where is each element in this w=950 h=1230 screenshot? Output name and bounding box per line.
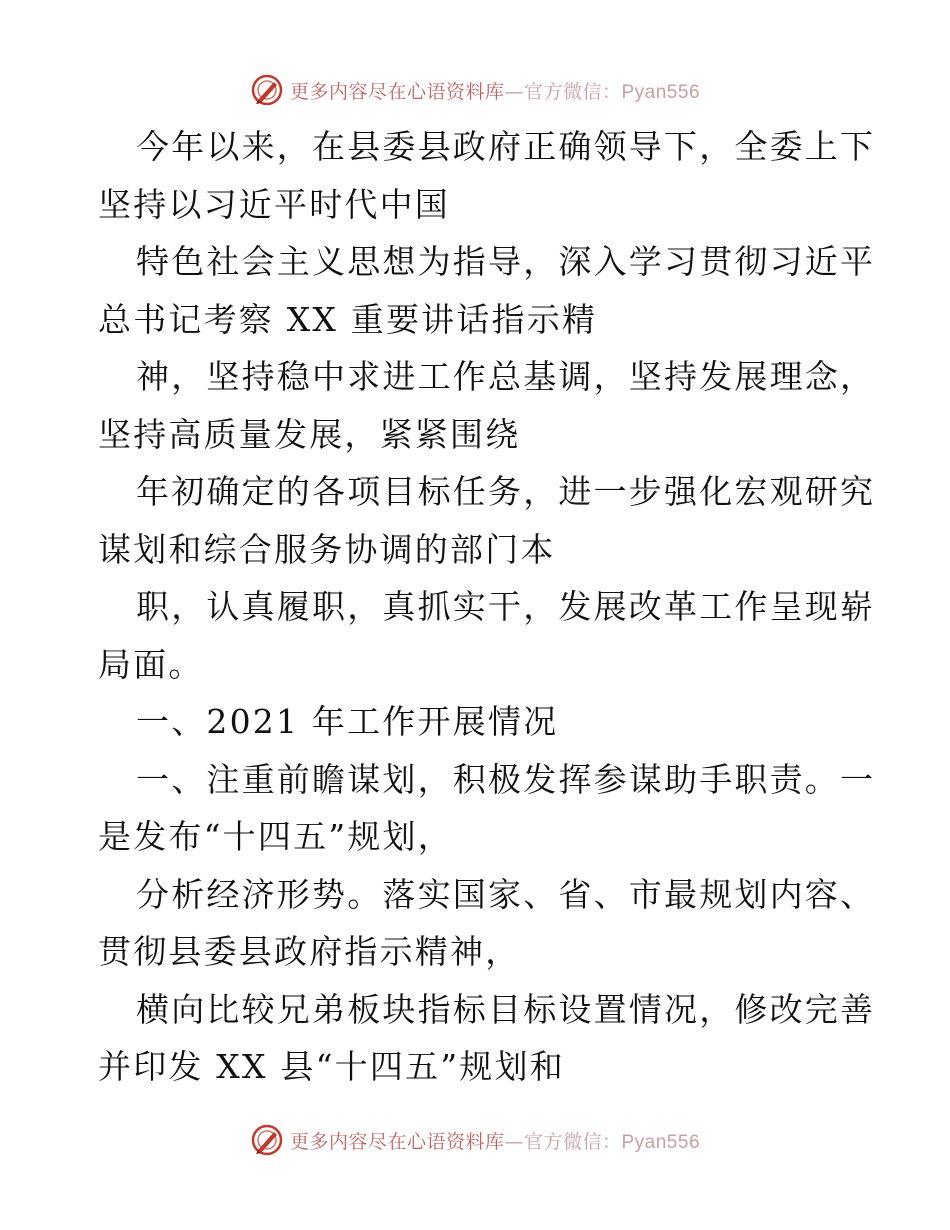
heading-line: 一、2021 年工作开展情况	[136, 702, 559, 741]
watermark-sep: —	[504, 1130, 524, 1153]
paragraph-line: 今年以来，在县委县政府正确领导下，全委上下	[136, 127, 876, 166]
paragraph-line: 坚持高质量发展，紧紧围绕	[98, 414, 521, 454]
watermark-text	[290, 77, 700, 104]
paragraph	[98, 866, 876, 981]
paragraph	[98, 118, 876, 233]
paragraph-line: 分析经济形势。落实国家、省、市最规划内容、	[136, 874, 876, 914]
paragraph	[98, 348, 876, 463]
paragraph-line: 局面。	[98, 644, 204, 684]
paragraph	[98, 751, 876, 866]
paragraph-line: 神，坚持稳中求进工作总基调，坚持发展理念，	[136, 357, 876, 396]
watermark-id: Pyan556	[621, 81, 701, 103]
footer-watermark	[0, 1120, 950, 1160]
paragraph-line: 职，认真履职，真抓实干，发展改革工作呈现崭	[136, 587, 876, 626]
paragraph-line: 特色社会主义思想为指导，深入学习贯彻习近平	[136, 242, 876, 281]
watermark-id: Pyan556	[621, 1131, 701, 1153]
paragraph-line: 一、注重前瞻谋划，积极发挥参谋助手职责。一	[136, 759, 876, 799]
header-watermark	[0, 70, 950, 110]
paragraph-line: 并印发 XX 县“十四五”规划和	[98, 1047, 565, 1086]
paragraph	[98, 981, 876, 1096]
pen-logo-icon	[250, 1123, 284, 1157]
watermark-text	[290, 1127, 700, 1154]
document-body	[98, 118, 876, 1096]
paragraph-line: 是发布“十四五”规划，	[98, 817, 453, 856]
section-heading	[98, 693, 858, 751]
watermark-sep: —	[504, 80, 524, 103]
paragraph-line: 横向比较兄弟板块指标目标设置情况，修改完善	[136, 989, 876, 1029]
paragraph-line: 坚持以习近平时代中国	[98, 184, 450, 224]
paragraph	[98, 233, 876, 348]
paragraph	[98, 578, 876, 693]
watermark-main: 更多内容尽在心语资料库	[289, 1130, 505, 1153]
watermark-label: 官方微信：	[523, 1130, 622, 1153]
paragraph-line: 贯彻县委县政府指示精神，	[98, 932, 521, 971]
watermark-label: 官方微信：	[523, 80, 622, 103]
paragraph	[98, 463, 876, 578]
pen-logo-icon	[250, 73, 284, 107]
watermark-main: 更多内容尽在心语资料库	[289, 80, 505, 103]
paragraph-line: 谋划和综合服务协调的部门本	[98, 529, 556, 569]
paragraph-line: 总书记考察 XX 重要讲话指示精	[98, 299, 598, 339]
paragraph-line: 年初确定的各项目标任务，进一步强化宏观研究	[136, 472, 876, 511]
